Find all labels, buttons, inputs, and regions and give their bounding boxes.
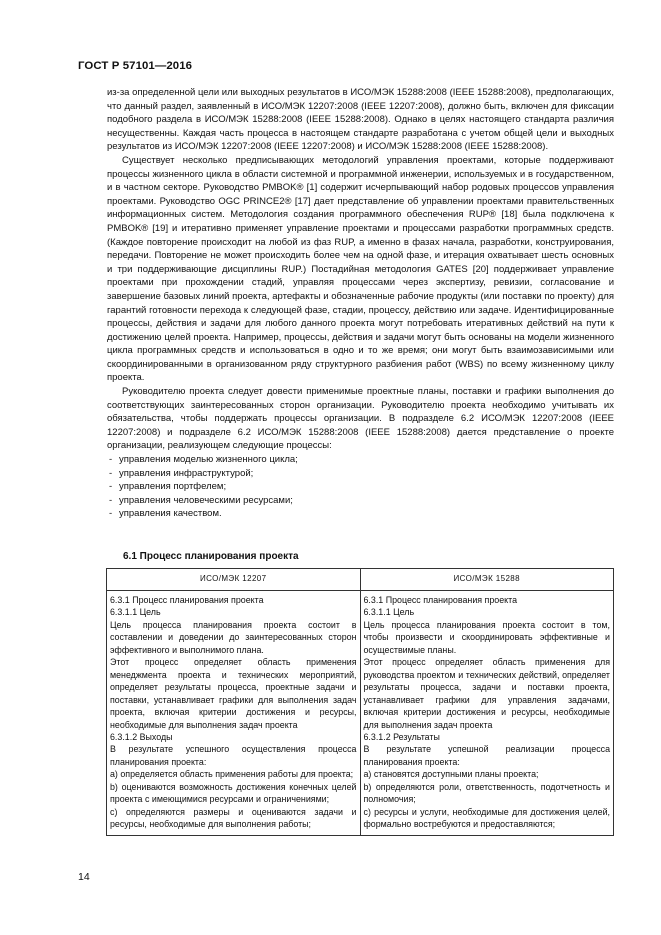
cell-line: b) определяются роли, ответственность, подотчетность и полномочия; <box>363 781 610 805</box>
column-header-12207: ИСО/МЭК 12207 <box>107 569 361 591</box>
cell-line: 6.3.1.1 Цель <box>363 607 415 618</box>
cell-line: а) становятся доступными планы проекта; <box>363 769 539 780</box>
list-item: - управления портфелем; <box>109 481 227 493</box>
cell-line: Цель процесса планирования проекта состоит в том, чтобы произвести и скоординировать эффективные и осуществимые планы. <box>363 619 610 655</box>
list-item: - управления человеческими ресурсами; <box>109 494 293 506</box>
list-item: - управления качеством. <box>109 508 222 520</box>
table-header-row <box>107 569 614 591</box>
cell-line: 6.3.1.2 Выходы <box>110 731 173 742</box>
page-number: 14 <box>78 871 90 883</box>
cell-line: 6.3.1.1 Цель <box>110 607 161 618</box>
cell-line: 6.3.1 Процесс планирования проекта <box>363 595 518 605</box>
cell-line: с) определяются размеры и оцениваются задачи и ресурсы, необходимые для выполнения работы; <box>110 806 357 830</box>
cell-12207 <box>107 591 361 836</box>
column-header-15288: ИСО/МЭК 15288 <box>360 569 614 591</box>
cell-line: с) ресурсы и услуги, необходимые для достижения целей, формально востребуются и предоставляются; <box>363 806 610 830</box>
cell-line: Этот процесс определяет область применения для руководства проектом и технических действий, определяет результаты процесса, задачи и поставки проекта, устанавливает графики для управления задачами, включая критерии достижения и ресурсы, необходимые для выполнения задач проекта <box>363 657 610 730</box>
table-row <box>107 591 614 836</box>
paragraph: Руководителю проекта следует довести применимые проектные планы, поставки и графики выполнения до соответствующих заинтересованных сторон организации. Руководителю проекта необходимо учитывать их обязательства, чтобы поддержать процессы организации. В подразделе 6.2 ИСО/МЭК 12207:2008 (IEEE 12207:2008) и подразделе 6.2 ИСО/МЭК 15288:2008 (IEEE 15288:2008) дается представление о проекте организации, реализующем следующие процессы: <box>107 386 614 452</box>
cell-line: Цель процесса планирования проекта состоит в составлении и доведении до заинтересованных сторон эффективного и выполнимого плана. <box>110 619 357 655</box>
body-text <box>107 86 614 521</box>
cell-line: В результате успешного осуществления процесса планирования проекта: <box>110 744 357 767</box>
paragraph: из-за определенной цели или выходных результатов в ИСО/МЭК 15288:2008 (IEEE 15288:2008), предполагающих, что данный раздел, заявленный в ИСО/МЭК 12207:2008 (IEEE 12207:2008), должно быть, включен для фиксации подобного раздела в ИСО/МЭК 15288:2008 (IEEE 15288:2008). Однако в целях настоящего стандарта различия несущественны. Каждая часть процесса в настоящем стандарте разработана с учетом общей цели и выходных результатов из ИСО/МЭК 12207:2008 (IEEE 12207:2008) и ИСО/МЭК 15288:2008 (IEEE 15288:2008). <box>107 87 614 153</box>
list-item: - управления инфраструктурой; <box>109 467 254 479</box>
cell-15288 <box>360 591 614 836</box>
cell-line: 6.3.1.2 Результаты <box>363 731 440 742</box>
cell-line: В результате успешной реализации процесса планирования проекта: <box>363 744 610 767</box>
cell-line: а) определяется область применения работы для проекта; <box>110 769 354 780</box>
process-list <box>107 453 614 521</box>
list-item: - управления моделью жизненного цикла; <box>109 454 298 466</box>
cell-line: Этот процесс определяет область применения менеджмента проекта и технических мероприятий, определяет результаты процесса, проектные задачи и поставки, устанавливает графики для выполнения задач проекта, включая критерии достижения и ресурсы, необходимые для выполнения задач проекта <box>110 657 357 730</box>
cell-line: b) оцениваются возможность достижения конечных целей проекта с имеющимися ресурсами и ограничениями; <box>110 781 357 805</box>
paragraph: Существует несколько предписывающих методологий управления проектами, которые поддерживают процессы жизненного цикла в области системной и программной инженерии, используемых и в государственном, и в частном секторе. Руководство PMBOK® [1] содержит исчерпывающий набор родовых процессов управления проектами. Руководство OGC PRINCE2® [17] дает представление об управлении проектами правительственных информационных систем. Методология создания программного обеспечения RUP® [18] была подключена к PMBOK® [19] и итеративно применяет управление проектами и процессами разработки программных средств. (Каждое повторение происходит на любой из фаз RUP, а именно в фазах начала, разработки, конструирования, передачи. Повторение не может происходить более чем на одной фазе, и итерация охватывает шесть основных и три поддерживающие дисциплины RUP.) Постадийная методология GATES [20] поддерживает управление проектами при прохождении стадий, управляя процессами через экспертизу, ревизии, согласование и завершение базовых линий проекта, артефакты и обозначенные рабочие продукты (или поставки по проекту) для гарантий готовности перехода к следующей фазе, стадии, процессу, действию или задаче. Идентифицированные процессы, действия и задачи для любого данного проекта могут потребовать итеративных действий на пути к достижению целей проекта. Например, процессы, действия и задачи могут быть основаны на модели жизненного цикла программных средств и использоваться в одно и то же время; они могут быть взаимозависимыми или скоординированными в организованном ряду структурного разбиения работ (WBS) по всему жизненному циклу проекта. <box>107 154 614 384</box>
cell-line: 6.3.1 Процесс планирования проекта <box>110 595 264 605</box>
standard-header: ГОСТ Р 57101—2016 <box>78 60 193 72</box>
section-title: 6.1 Процесс планирования проекта <box>123 551 299 562</box>
comparison-table <box>106 568 614 836</box>
